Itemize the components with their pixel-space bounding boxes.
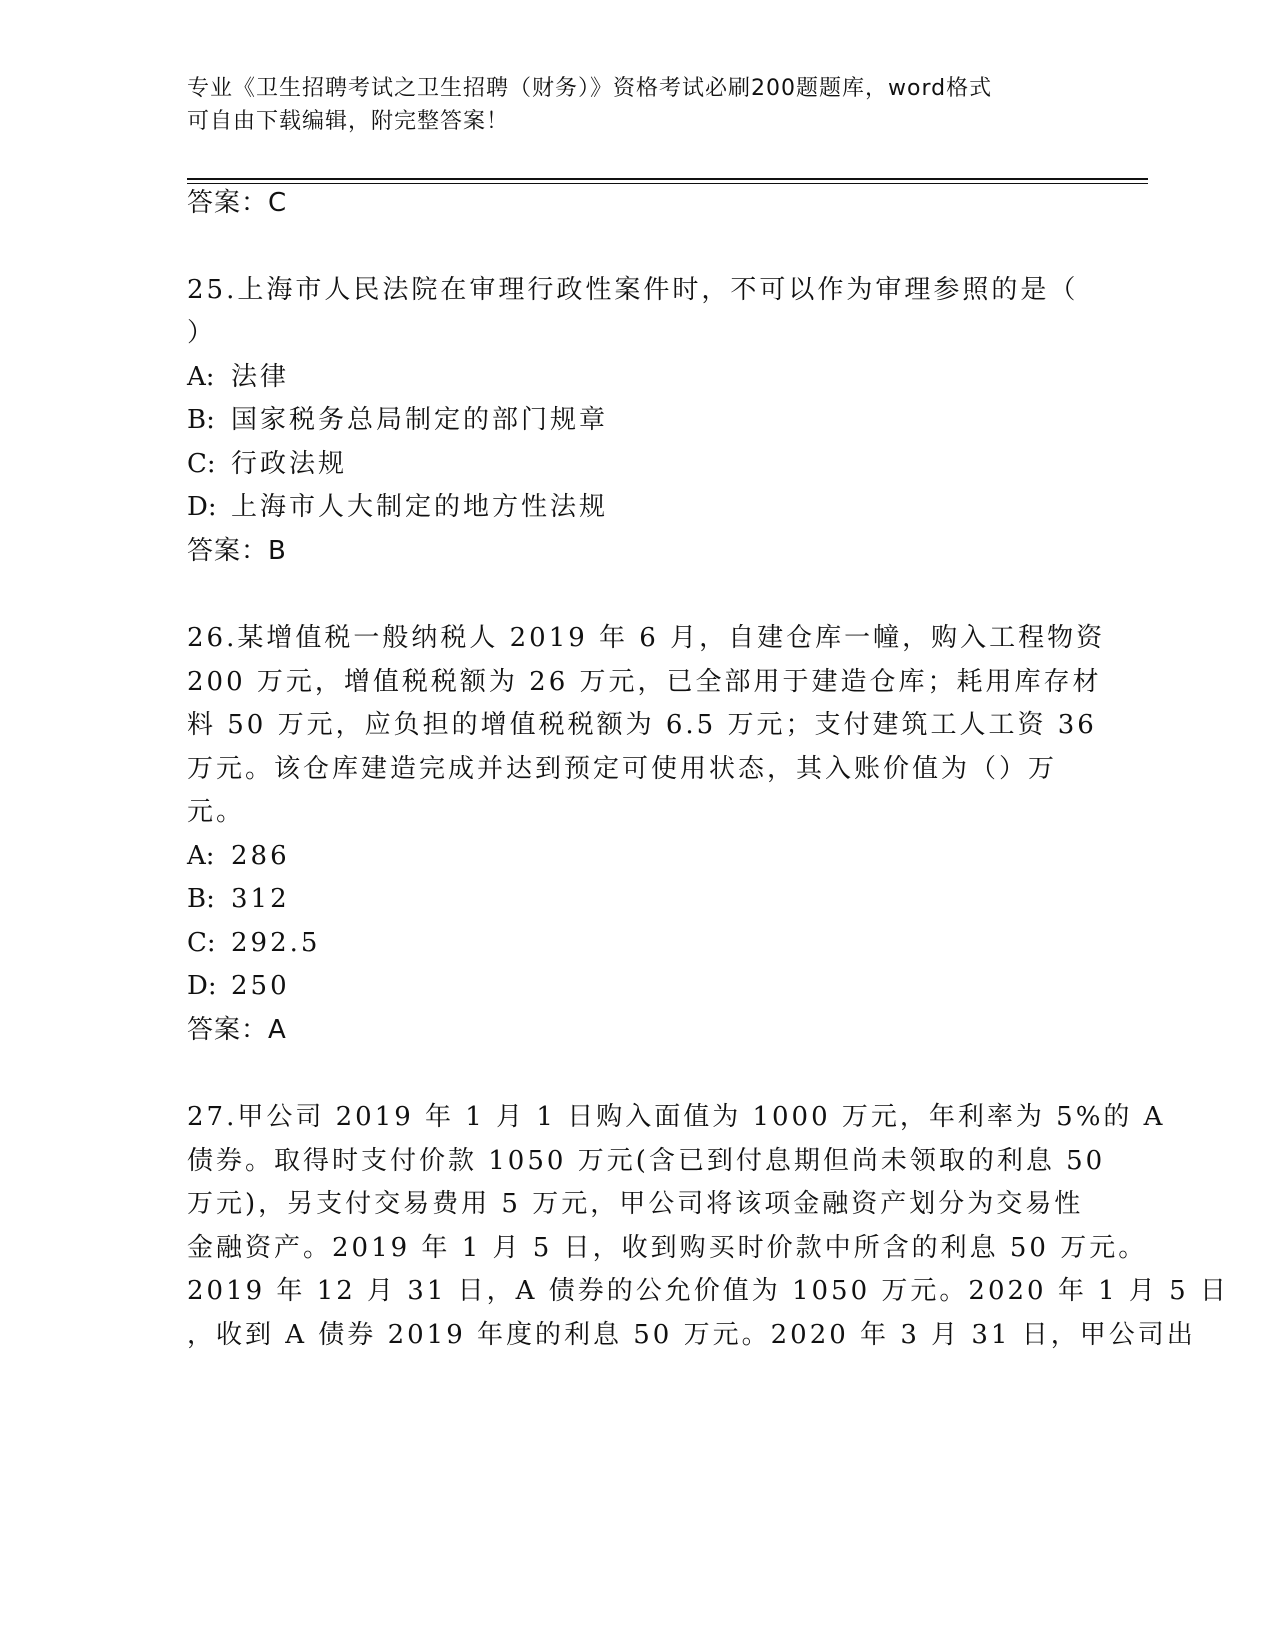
question-27-line-3: 万元)，另支付交易费用 5 万元，甲公司将该项金融资产划分为交易性 — [187, 1189, 1084, 1219]
option-text: 250 — [231, 971, 290, 1001]
option-text: 国家税务总局制定的部门规章 — [231, 405, 609, 435]
option-text: 行政法规 — [231, 449, 348, 479]
question-25-option-d — [187, 484, 608, 530]
question-27-line-1: 27.甲公司 2019 年 1 月 1 日购入面值为 1000 万元，年利率为 5%的 A — [187, 1102, 1166, 1132]
option-text: 上海市人大制定的地方性法规 — [231, 492, 609, 522]
option-label: A: — [187, 362, 215, 392]
question-25-line-1: 25.上海市人民法院在审理行政性案件时，不可以作为审理参照的是（ — [187, 275, 1079, 305]
question-27-line-6: ，收到 A 债券 2019 年度的利息 50 万元。2020 年 3 月 31 日，甲公司出 — [187, 1320, 1196, 1350]
question-26-option-c — [187, 920, 320, 966]
question-27-line-2: 债券。取得时支付价款 1050 万元(含已到付息期但尚未领取的利息 50 — [187, 1146, 1106, 1176]
option-text: 312 — [231, 884, 290, 914]
option-label: D: — [187, 492, 217, 522]
option-text: 法律 — [231, 362, 290, 392]
question-25-option-b — [187, 397, 608, 443]
option-text: 286 — [231, 841, 290, 871]
option-label: B: — [187, 884, 215, 914]
header-rule-thin — [187, 183, 1148, 184]
question-26-option-a — [187, 833, 290, 879]
question-25-option-c — [187, 441, 347, 487]
question-26-line-5: 元。 — [187, 797, 246, 827]
option-label: D: — [187, 971, 217, 1001]
question-27-line-5: 2019 年 12 月 31 日，A 债券的公允价值为 1050 万元。2020 年 1 月 5 日 — [187, 1276, 1229, 1306]
option-label: C: — [187, 928, 216, 958]
option-text: 292.5 — [231, 928, 321, 958]
question-25-line-2: ） — [187, 318, 217, 348]
option-label: A: — [187, 841, 215, 871]
question-27-line-4: 金融资产。2019 年 1 月 5 日，收到购买时价款中所含的利息 50 万元。 — [187, 1233, 1148, 1263]
question-26-line-3: 料 50 万元，应负担的增值税税额为 6.5 万元；支付建筑工人工资 36 — [187, 710, 1097, 740]
header-rule-thick — [187, 178, 1148, 180]
question-26-line-2: 200 万元，增值税税额为 26 万元，已全部用于建造仓库；耗用库存材 — [187, 667, 1102, 697]
question-26-option-d — [187, 963, 290, 1009]
answer-prev: 答案：C — [187, 188, 288, 218]
question-26-answer: 答案：A — [187, 1015, 287, 1045]
question-26-option-b — [187, 876, 290, 922]
question-25-answer: 答案：B — [187, 536, 287, 566]
document-header — [187, 72, 1087, 138]
header-line-1: 专业《卫生招聘考试之卫生招聘（财务）》资格考试必刷200题题库，word格式 — [187, 76, 993, 101]
header-line-2: 可自由下载编辑，附完整答案！ — [187, 109, 510, 134]
question-25-option-a — [187, 354, 289, 400]
option-label: B: — [187, 405, 215, 435]
option-label: C: — [187, 449, 216, 479]
question-26-line-1: 26.某增值税一般纳税人 2019 年 6 月，自建仓库一幢，购入工程物资 — [187, 623, 1106, 653]
question-26-line-4: 万元。该仓库建造完成并达到预定可使用状态，其入账价值为（）万 — [187, 754, 1058, 784]
